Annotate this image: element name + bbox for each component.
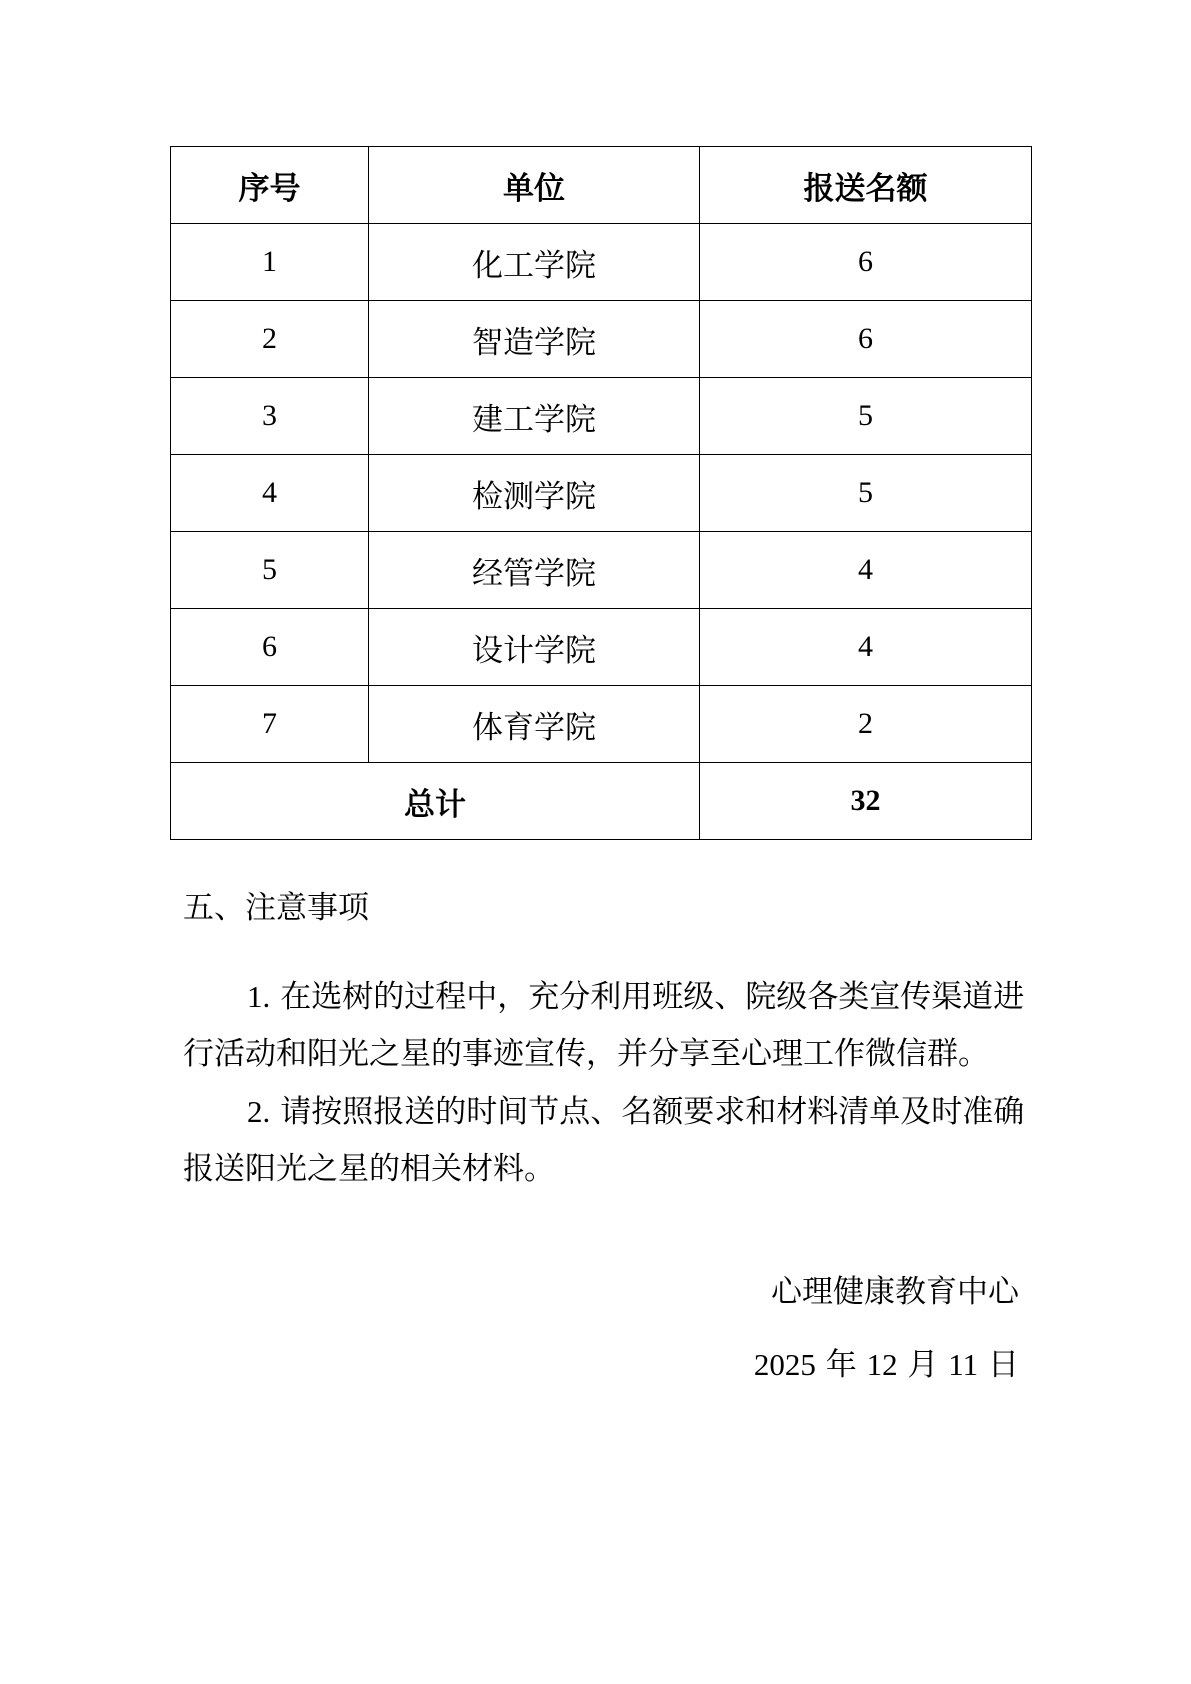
row-index: 5 [171,532,369,609]
table-row [171,301,1032,378]
row-index: 2 [171,301,369,378]
note-item [183,968,1031,1083]
row-unit: 建工学院 [369,378,700,455]
note-text: 在选树的过程中，充分利用班级、院级各类宣传渠道进行活动和阳光之星的事迹宣传，并分享至心理工作微信群。 [183,979,1025,1072]
header-unit: 单位 [369,147,700,224]
row-index: 1 [171,224,369,301]
note-item [183,1083,1031,1198]
date-month-unit: 月 [907,1347,939,1383]
note-index: 1. [247,979,271,1014]
row-quota: 4 [700,609,1032,686]
table-header-row [171,147,1032,224]
table-row [171,378,1032,455]
note-text: 请按照报送的时间节点、名额要求和材料清单及时准确报送阳光之星的相关材料。 [183,1094,1025,1187]
row-unit: 检测学院 [369,455,700,532]
row-quota: 6 [700,301,1032,378]
date-year-unit: 年 [825,1347,857,1383]
row-quota: 6 [700,224,1032,301]
row-quota: 4 [700,532,1032,609]
section-heading: 五、注意事项 [183,890,369,926]
row-index: 4 [171,455,369,532]
header-index: 序号 [171,147,369,224]
table-row [171,224,1032,301]
signature-organization: 心理健康教育中心 [771,1274,1019,1310]
row-quota: 5 [700,455,1032,532]
table-row [171,455,1032,532]
total-value: 32 [700,763,1032,840]
row-unit: 设计学院 [369,609,700,686]
table-row [171,532,1032,609]
row-unit: 经管学院 [369,532,700,609]
row-index: 7 [171,686,369,763]
signature-date [754,1345,1019,1385]
date-month: 12 [866,1347,898,1382]
table-row [171,686,1032,763]
total-label: 总计 [171,763,700,840]
quota-table [170,146,1032,840]
row-quota: 5 [700,378,1032,455]
notes-list [183,968,1031,1198]
header-quota: 报送名额 [700,147,1032,224]
date-day: 11 [948,1347,979,1382]
row-unit: 体育学院 [369,686,700,763]
row-index: 6 [171,609,369,686]
row-unit: 化工学院 [369,224,700,301]
row-index: 3 [171,378,369,455]
row-unit: 智造学院 [369,301,700,378]
note-index: 2. [247,1094,271,1129]
table-row [171,609,1032,686]
date-year: 2025 [753,1347,816,1382]
table-total-row [171,763,1032,840]
date-day-unit: 日 [988,1347,1019,1383]
row-quota: 2 [700,686,1032,763]
